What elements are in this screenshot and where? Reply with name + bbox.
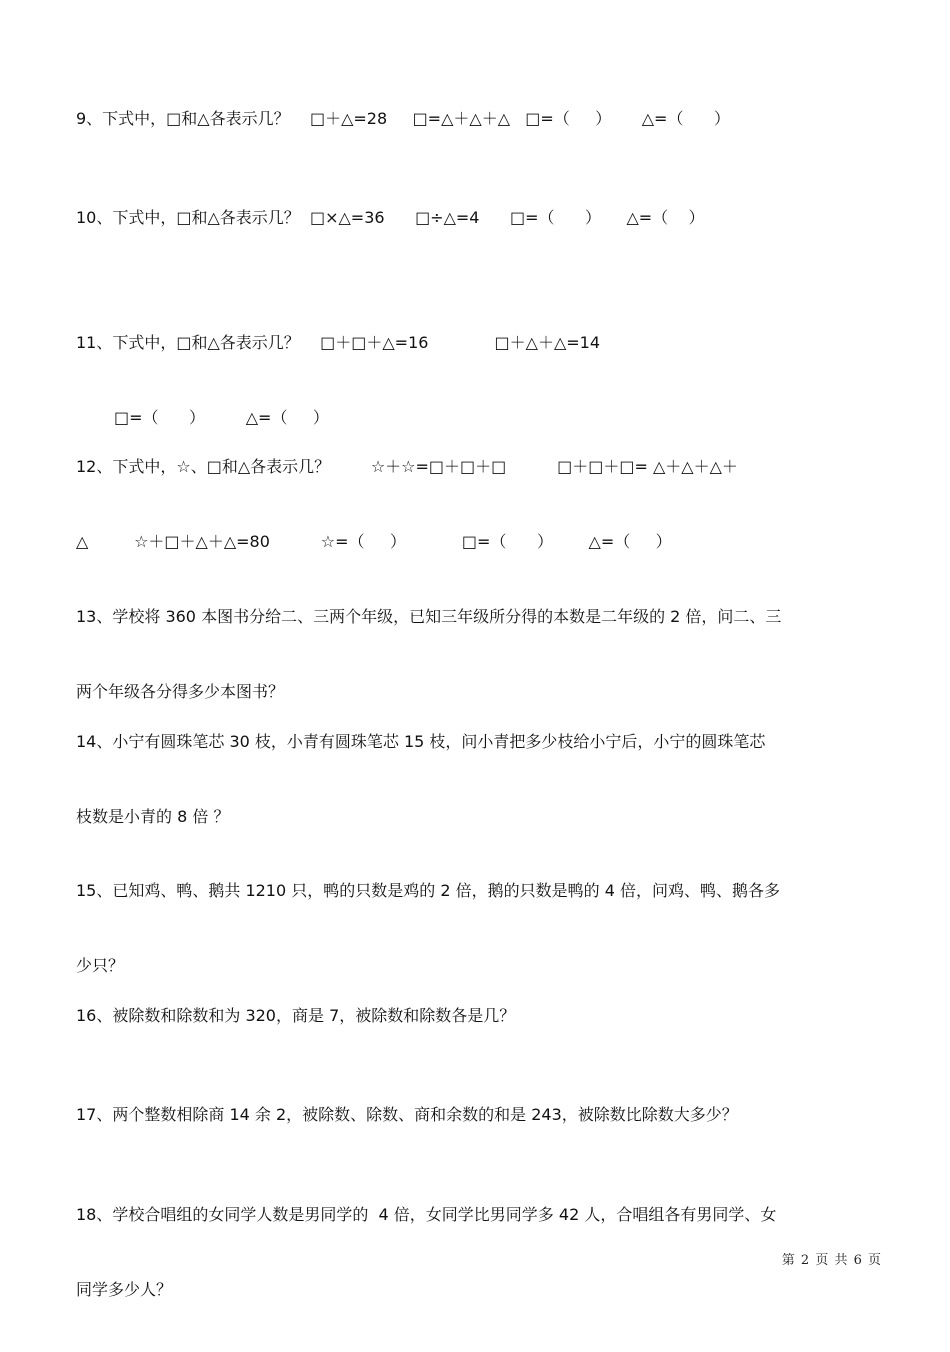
question-14-text: 14、小宁有圆珠笔芯 30 枝，小青有圆珠笔芯 15 枝，问小青把多少枝给小宁后，小宁的圆珠笔芯 [76,732,766,751]
question-12-text: 12、下式中，☆、□和△各表示几？ ☆＋☆=□＋□＋□ □＋□＋□= △＋△＋△＋ [76,457,738,476]
question-12-text-cont: △ ☆＋□＋△＋△=80 ☆=（ ） □=（ ） △=（ ） [76,532,672,551]
question-18-text: 18、学校合唱组的女同学人数是男同学的 4 倍，女同学比男同学多 42 人，合唱组各有男同学、女 [76,1205,777,1224]
question-17-text: 17、两个整数相除商 14 余 2，被除数、除数、商和余数的和是 243，被除数比除数大多少？ [76,1105,738,1124]
question-15-text: 15、已知鸡、鸭、鹅共 1210 只，鸭的只数是鸡的 2 倍，鹅的只数是鸭的 4 倍，问鸡、鸭、鹅各多 [76,881,780,900]
question-11-answers: □=（ ） △=（ ） [114,408,329,427]
question-9-text: 9、下式中，□和△各表示几？ □＋△=28 □=△＋△＋△ □=（ ） △=（ ） [76,109,730,128]
question-15-text-cont: 少只？ [76,956,125,975]
question-11-text: 11、下式中，□和△各表示几？ □＋□＋△=16 □＋△＋△=14 [76,333,601,352]
question-18-text-cont: 同学多少人？ [76,1280,173,1299]
question-10 [76,155,882,280]
question-13-text-cont: 两个年级各分得多少本图书？ [76,682,285,701]
question-14-text-cont: 枝数是小青的 8 倍 ？ [76,807,230,826]
question-16-text: 16、被除数和除数和为 320，商是 7，被除数和除数各是几？ [76,1006,516,1025]
question-13-text: 13、学校将 360 本图书分给二、三两个年级，已知三年级所分得的本数是二年级的 2 倍，问二、三 [76,607,782,626]
page-number-footer: 第 2 页 共 6 页 [781,1253,882,1268]
question-10-text: 10、下式中，□和△各表示几？ □×△=36 □÷△=4 □=（ ） △=（ ） [76,208,705,227]
